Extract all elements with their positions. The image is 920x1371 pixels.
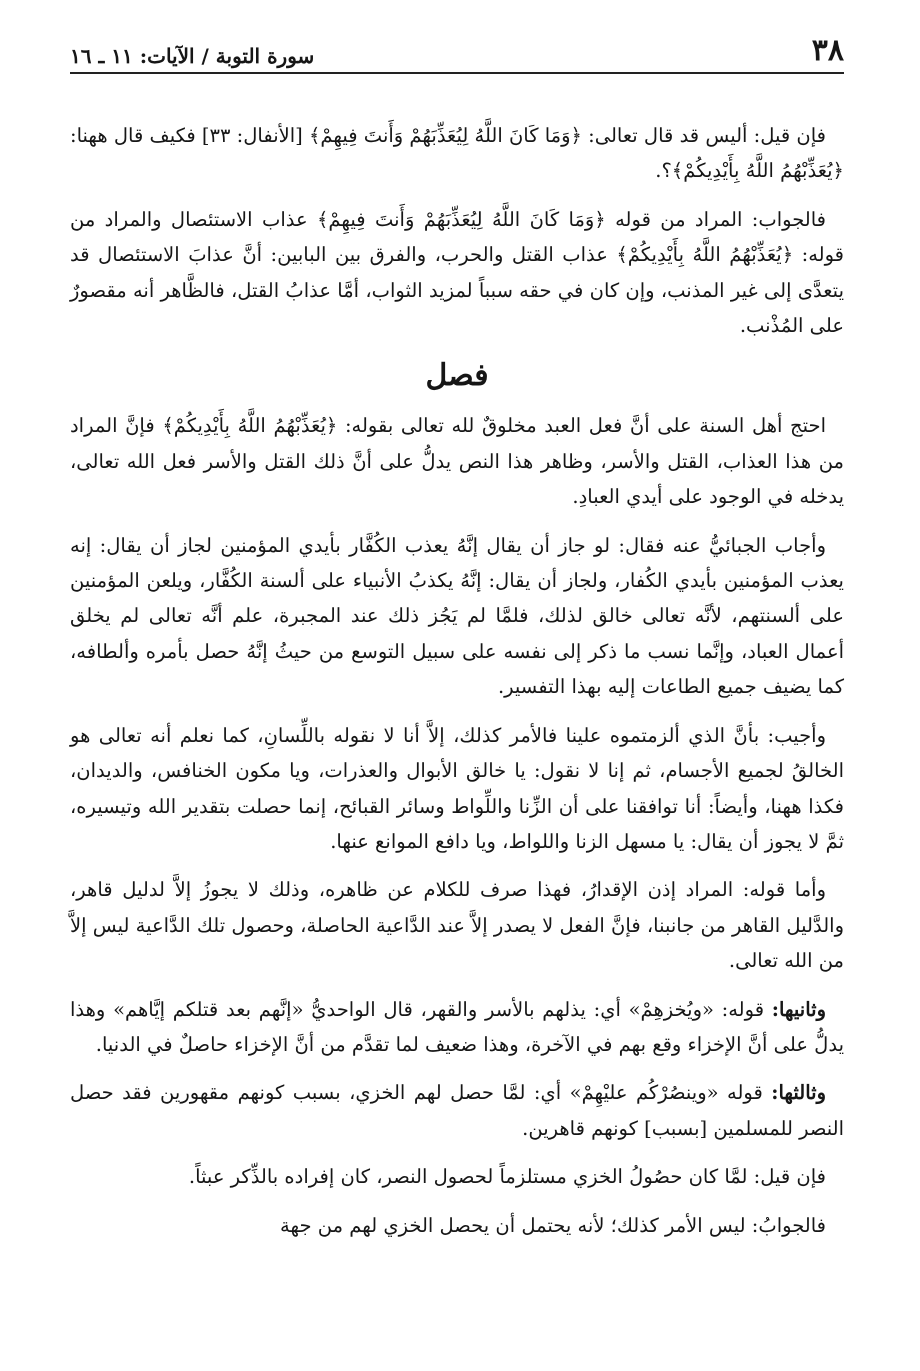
paragraph-text: احتج أهل السنة على أنَّ فعل العبد مخلوقٌ لله تعالى بقوله: ﴿يُعَذِّبْهُمُ اللَّهُ بِأَيْدِيكُمْ﴾ فإنَّ المراد من هذا العذاب، القتل والأسر، وظاهر هذا النص يدلُّ على أنَّ ذلك القتل والأسر فعل الله تعالى، يدخله في الوجود على أيدي العبادِ. — [70, 414, 844, 509]
paragraph-iqdar — [70, 872, 844, 978]
paragraph-third-point — [70, 1075, 844, 1146]
paragraph-answer-1 — [70, 202, 844, 344]
paragraph-text: وأما قوله: المراد إذن الإقدارُ، فهذا صرف للكلام عن ظاهره، وذلك لا يجوزُ إلاَّ لدليل قاهر، والدَّليل القاهر من جانبنا، فإنَّ الفعل لا يصدر إلاَّ عند الدَّاعية الحاصلة، وحصول تلك الدَّاعية ليس إلاَّ من الله تعالى. — [70, 878, 844, 973]
paragraph-text: فإن قيل: أليس قد قال تعالى: ﴿وَمَا كَانَ اللَّهُ لِيُعَذِّبَهُمْ وَأَنتَ فِيهِمْ﴾ [الأنفال: ٣٣] فكيف قال ههنا: ﴿يُعَذِّبْهُمُ اللَّهُ بِأَيْدِيكُمْ﴾؟. — [70, 124, 844, 183]
paragraph-text: فإن قيل: لمَّا كان حصُولُ الخزي مستلزماً لحصول النصر، كان إفراده بالذِّكر عبثاً. — [188, 1165, 826, 1189]
paragraph-text: فالجوابُ: ليس الأمر كذلك؛ لأنه يحتمل أن يحصل الخزي لهم من جهة — [280, 1213, 826, 1237]
paragraph-argument — [70, 408, 844, 514]
section-heading: فصل — [425, 358, 489, 394]
paragraph-objection-2 — [70, 1159, 844, 1194]
paragraph-jubbai-reply — [70, 528, 844, 705]
paragraph-text: فالجواب: المراد من قوله ﴿وَمَا كَانَ اللَّهُ لِيُعَذِّبَهُمْ وَأَنتَ فِيهِمْ﴾ عذاب الاستئصال والمراد من قوله: ﴿يُعَذِّبْهُمُ اللَّهُ بِأَيْدِيكُمْ﴾ عذاب القتل والحرب، والفرق بين البابين: أنَّ عذابَ الاستئصال قد يتعدَّى إلى غير المذنب، وإن كان في حقه سبباً لمزيد الثواب، أمَّا عذابُ القتل، فالظَّاهر أنه مقصورٌ على المُذْنب. — [70, 207, 844, 338]
paragraph-text: وأجاب الجبائيُّ عنه فقال: لو جاز أن يقال إنَّهُ يعذب الكُفَّار بأيدي المؤمنين لجاز أن يقال: إنه يعذب المؤمنين بأيدي الكُفار، ولجاز أن يقال: إنَّهُ يكذبُ الأنبياء على ألسنة الكُفَّار، ويلعن المؤمنين على ألسنتهم، لأنَّه تعالى خالق لذلك، فلمَّا لم يَجُز ذلك عند المجبرة، علم أنَّه تعالى لم يخلق أعمال العباد، وإنَّما نسب ما ذكر إلى نفسه على سبيل التوسع من حيثُ إنَّهُ حصل بأمره وألطافه، كما يضيف جميع الطاعات إليه بهذا التفسير. — [70, 533, 844, 699]
running-title: سورة التوبة / الآيات: ١١ ـ ١٦ — [70, 44, 315, 68]
paragraph-text: وأجيب: بأنَّ الذي ألزمتموه علينا فالأمر كذلك، إلاَّ أنا لا نقوله باللِّسانِ، كما نعلم أنه تعالى هو الخالقُ لجميع الأجسام، ثم إنا لا نقول: يا خالق الأبوال والعذرات، ويا مكون الخنافس، والديدان، فكذا ههنا، وأيضاً: أنا توافقنا على أن الزِّنا واللِّواط وسائر القبائح، إنما حصلت بتقدير الله وتيسيره، ثمَّ لا يجوز أن يقال: يا مسهل الزنا واللواط، ويا دافع الموانع عنها. — [70, 723, 844, 853]
paragraph-second-point — [70, 992, 844, 1063]
paragraph-rebuttal — [70, 718, 844, 860]
paragraph-lead: وثانيها: — [771, 997, 826, 1021]
paragraph-objection-1 — [70, 118, 844, 189]
paragraph-answer-2 — [70, 1208, 844, 1243]
page-header — [70, 28, 844, 74]
page-number: ٣٨ — [811, 33, 844, 68]
paragraph-text: قوله «وينصُرْكُم عليْهِمْ» أي: لمَّا حصل لهم الخزي، بسبب كونهم مقهورين فقد حصل النصر للمسلمين [بسبب] كونهم قاهرين. — [70, 1081, 844, 1140]
paragraph-lead: وثالثها: — [771, 1081, 826, 1105]
paragraph-text: قوله: «ويُخزهِمْ» أي: يذلهم بالأسر والقهر، قال الواحديُّ «إنَّهم بعد قتلكم إيَّاهم» وهذا يدلُّ على أنَّ الإخزاء وقع بهم في الآخرة، وهذا ضعيف لما تقدَّم من أنَّ الإخزاء حاصلٌ في الدنيا. — [70, 997, 844, 1056]
